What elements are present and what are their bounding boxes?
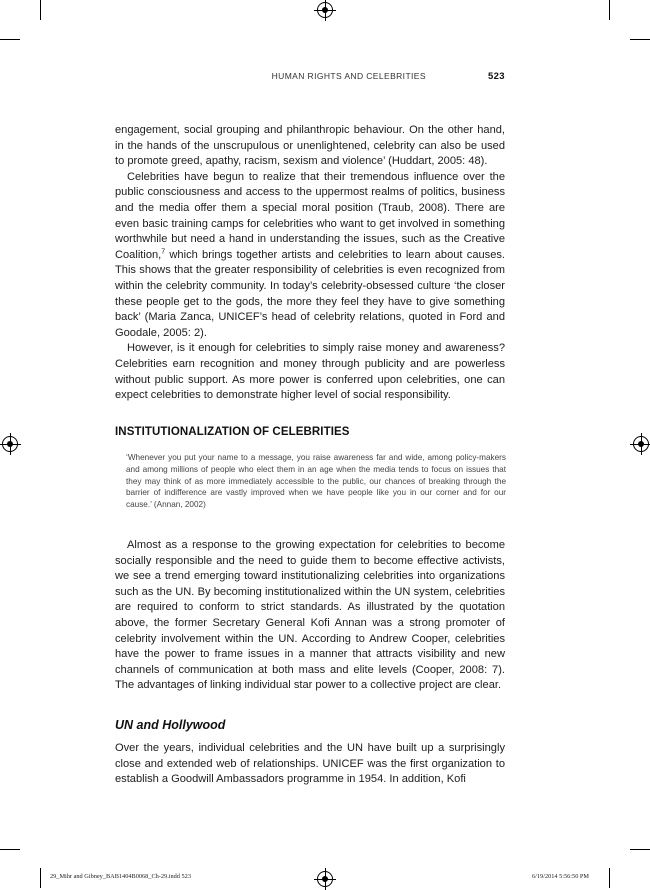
crop-mark: [630, 39, 650, 40]
running-title: HUMAN RIGHTS AND CELEBRITIES: [271, 71, 426, 81]
crop-mark: [609, 0, 610, 20]
crop-mark: [0, 39, 20, 40]
paragraph: engagement, social grouping and philanthropic behaviour. On the other hand, in the hands of the unscrupulous or unenlightened, celebrity can also be used to promote greed, apathy, racism, sexism and violence’ (Huddart, 2005: 48).: [115, 124, 505, 168]
footer-timestamp: 6/19/2014 5:56:50 PM: [532, 873, 590, 880]
crop-mark: [40, 0, 41, 20]
body-text: [115, 123, 505, 404]
paragraph: However, is it enough for celebrities to simply raise money and awareness? Celebrities earn recognition and money through publicity and are powerless without public support. As more power is conferred upon celebrities, one can expect celebrities to demonstrate higher level of social responsibility.: [115, 342, 505, 402]
paragraph: Over the years, individual celebrities and the UN have built up a surprisingly close and extended web of relationships. UNICEF was the first organization to establish a Goodwill Ambassadors programme in 1954. In addition, Kofi: [115, 742, 505, 786]
epigraph: ‘Whenever you put your name to a message, you raise awareness far and wide, among policy-makers and among millions of people who elect them in an age when the media tends to focus on issues that they may think of as more immediately accessible to the public, our chances of breaking through the barrier of indifference are vastly improved when we have people like you in our corner and for our cause.’ (Annan, 2002): [126, 453, 506, 510]
registration-mark-icon: [633, 436, 649, 452]
footer-file-slug: 29_Mihr and Gibney_BAB1404B0068_Ch-29.indd 523: [50, 873, 191, 880]
registration-mark-icon: [2, 436, 18, 452]
section-heading: INSTITUTIONALIZATION OF CELEBRITIES: [115, 426, 350, 438]
crop-mark: [630, 849, 650, 850]
crop-mark: [609, 868, 610, 888]
subsection-heading: UN and Hollywood: [115, 718, 226, 732]
crop-mark: [40, 868, 41, 888]
paragraph-text: Celebrities have begun to realize that their tremendous influence over the public consciousness and access to the uppermost realms of politics, business and the media offer them a special moral position (Traub, 2008). There are even basic training camps for celebrities who want to get involved in something worthwhile but need a hand in understanding the issues, such as the Creative Coalition,: [115, 170, 505, 261]
crop-mark: [0, 849, 20, 850]
running-head: [115, 71, 505, 82]
registration-mark-icon: [317, 2, 333, 18]
paragraph: Almost as a response to the growing expectation for celebrities to become socially responsible and the need to guide them to become effective activists, we see a trend emerging toward institutionalizing celebrities into organizations such as the UN. By becoming institutionalized within the UN system, celebrities are required to conform to strict standards. As illustrated by the quotation above, the former Secretary General Kofi Annan was a strong promoter of celebrity involvement within the UN. According to Andrew Cooper, celebrities have the power to frame issues in a manner that attracts visibility and new channels of communication at both mass and elite levels (Cooper, 2008: 7). The advantages of linking individual star power to a collective project are clear.: [115, 539, 505, 692]
paragraph-text: which brings together artists and celebrities to learn about causes. This shows that the greater responsibility of celebrities is even recognized from within the celebrity community. In today’s celebrity-obsessed culture ‘the closer these people get to the gods, the more they feel they have to give something back’ (Maria Zanca, UNICEF’s head of celebrity relations, quoted in Ford and Goodale, 2005: 2).: [115, 248, 505, 339]
body-text: [115, 538, 505, 694]
registration-mark-icon: [317, 871, 333, 887]
body-text: [115, 741, 505, 788]
paragraph: [115, 170, 505, 342]
page-number: 523: [487, 71, 505, 82]
footnote-marker[interactable]: 7: [161, 248, 166, 256]
